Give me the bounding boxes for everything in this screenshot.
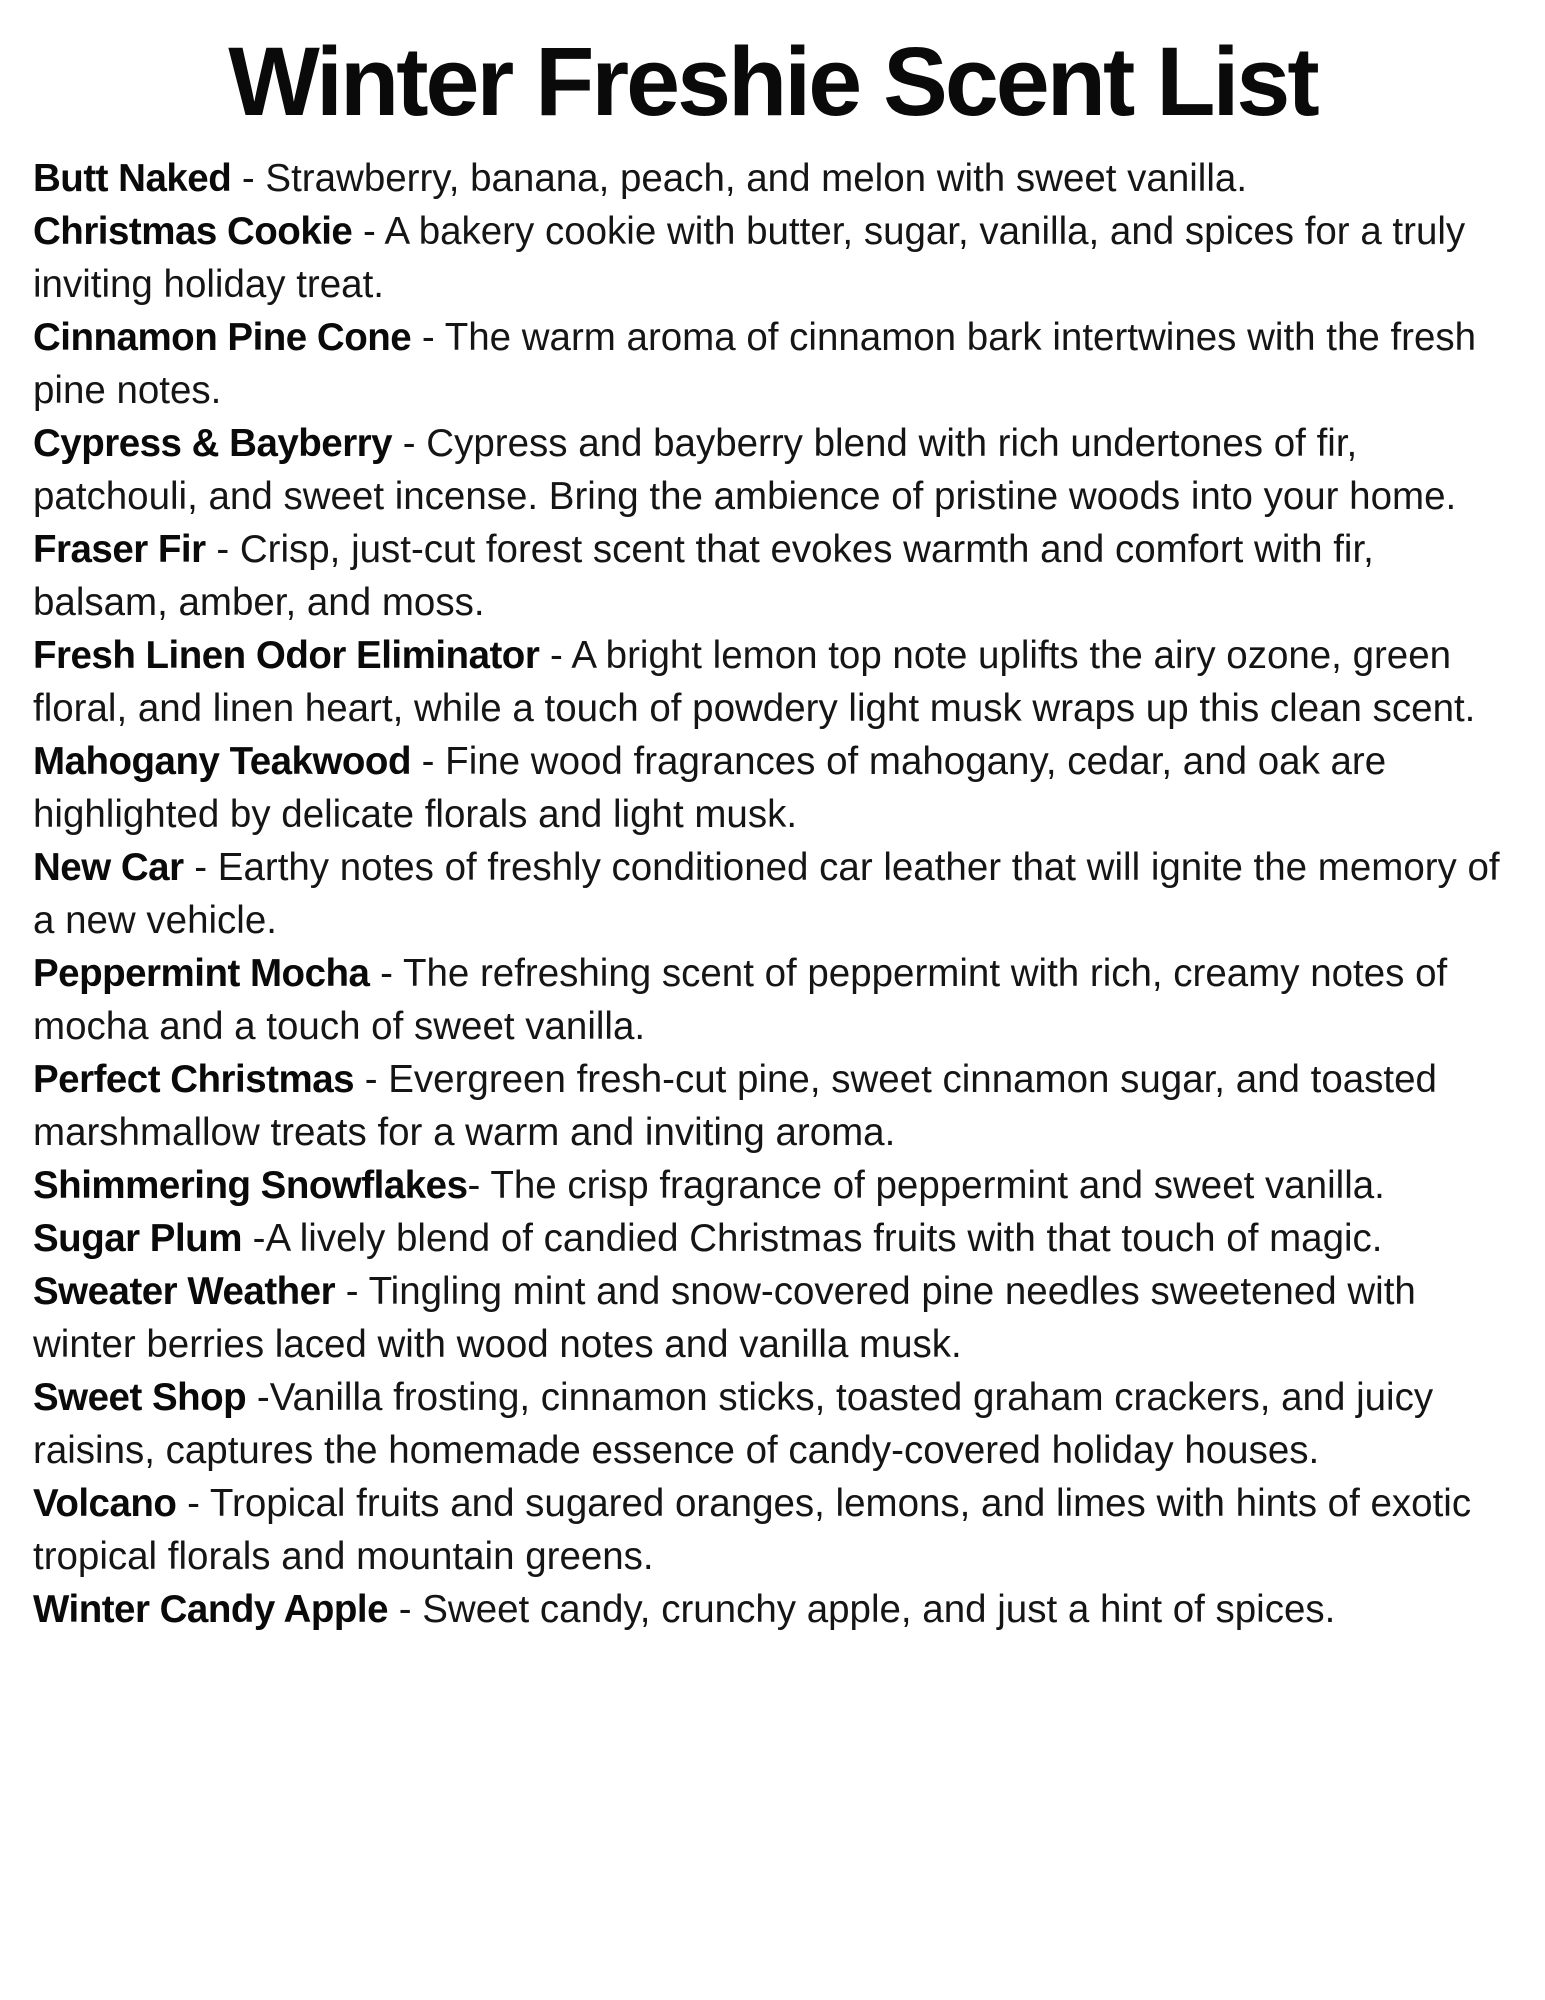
scent-description: - Tingling mint and snow-covered pine needles sweetened with winter berries laced with wood notes and vanilla musk. bbox=[33, 1269, 1416, 1366]
scent-name: Fresh Linen Odor Eliminator bbox=[33, 633, 540, 677]
scent-item bbox=[33, 523, 1515, 629]
scent-name: Sweater Weather bbox=[33, 1269, 336, 1313]
scent-item bbox=[33, 1159, 1515, 1212]
scent-name: Cypress & Bayberry bbox=[33, 421, 393, 465]
scent-description: - The warm aroma of cinnamon bark intertwines with the fresh pine notes. bbox=[33, 315, 1477, 412]
scent-name: Shimmering Snowflakes bbox=[33, 1163, 468, 1207]
scent-name: Christmas Cookie bbox=[33, 209, 353, 253]
scent-description: - Earthy notes of freshly conditioned car leather that will ignite the memory of a new vehicle. bbox=[33, 845, 1500, 942]
page-title: Winter Freshie Scent List bbox=[228, 27, 1317, 136]
scent-name: Winter Candy Apple bbox=[33, 1587, 389, 1631]
scent-description: - Evergreen fresh-cut pine, sweet cinnamon sugar, and toasted marshmallow treats for a warm and inviting aroma. bbox=[33, 1057, 1437, 1154]
scent-name: Mahogany Teakwood bbox=[33, 739, 411, 783]
scent-item bbox=[33, 1477, 1515, 1583]
scent-description: - Tropical fruits and sugared oranges, lemons, and limes with hints of exotic tropical florals and mountain greens. bbox=[33, 1481, 1472, 1578]
scent-description: - The refreshing scent of peppermint with rich, creamy notes of mocha and a touch of sweet vanilla. bbox=[33, 951, 1448, 1048]
scent-description: - Cypress and bayberry blend with rich undertones of fir, patchouli, and sweet incense. Bring the ambience of pristine woods into your home. bbox=[33, 421, 1457, 518]
scent-name: Cinnamon Pine Cone bbox=[33, 315, 412, 359]
scent-name: Perfect Christmas bbox=[33, 1057, 355, 1101]
scent-name: Fraser Fir bbox=[33, 527, 206, 571]
scent-item bbox=[33, 629, 1515, 735]
scent-description: - Fine wood fragrances of mahogany, cedar, and oak are highlighted by delicate florals and light musk. bbox=[33, 739, 1387, 836]
scent-description: -A lively blend of candied Christmas fruits with that touch of magic. bbox=[241, 1216, 1383, 1260]
scent-item bbox=[33, 152, 1515, 205]
scent-description: - The crisp fragrance of peppermint and sweet vanilla. bbox=[467, 1163, 1385, 1207]
scent-description: -Vanilla frosting, cinnamon sticks, toasted graham crackers, and juicy raisins, captures the homemade essence of candy-covered holiday houses. bbox=[33, 1375, 1434, 1472]
scent-item bbox=[33, 1053, 1515, 1159]
scent-name: Sugar Plum bbox=[33, 1216, 242, 1260]
scent-description: - Strawberry, banana, peach, and melon with sweet vanilla. bbox=[231, 156, 1248, 200]
scent-item bbox=[33, 947, 1515, 1053]
scent-list bbox=[0, 152, 1545, 1636]
scent-item bbox=[33, 1265, 1515, 1371]
scent-item bbox=[33, 311, 1515, 417]
scent-description: - Crisp, just-cut forest scent that evokes warmth and comfort with fir, balsam, amber, and moss. bbox=[33, 527, 1374, 624]
scent-item bbox=[33, 1371, 1515, 1477]
scent-name: New Car bbox=[33, 845, 184, 889]
scent-description: - A bakery cookie with butter, sugar, vanilla, and spices for a truly inviting holiday treat. bbox=[33, 209, 1466, 306]
scent-description: - A bright lemon top note uplifts the airy ozone, green floral, and linen heart, while a touch of powdery light musk wraps up this clean scent. bbox=[33, 633, 1476, 730]
scent-item bbox=[33, 841, 1515, 947]
scent-name: Volcano bbox=[33, 1481, 177, 1525]
scent-name: Peppermint Mocha bbox=[33, 951, 370, 995]
scent-item bbox=[33, 205, 1515, 311]
scent-item bbox=[33, 1212, 1515, 1265]
scent-item bbox=[33, 735, 1515, 841]
scent-name: Sweet Shop bbox=[33, 1375, 247, 1419]
scent-item bbox=[33, 417, 1515, 523]
scent-item bbox=[33, 1583, 1515, 1636]
scent-name: Butt Naked bbox=[33, 156, 232, 200]
scent-description: - Sweet candy, crunchy apple, and just a hint of spices. bbox=[388, 1587, 1336, 1631]
